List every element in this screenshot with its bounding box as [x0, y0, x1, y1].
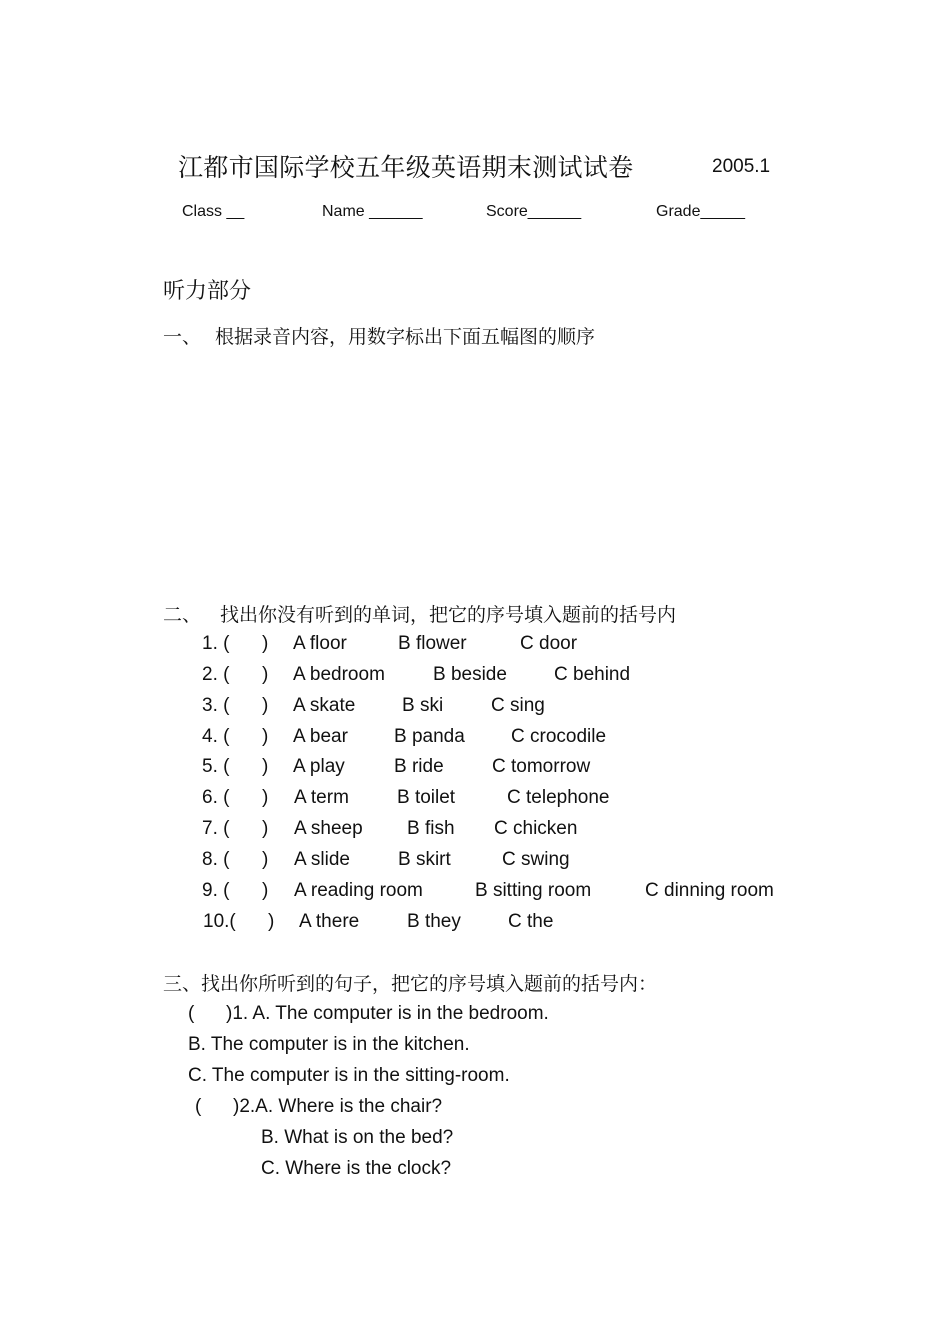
sentence-line: B. What is on the bed?: [261, 1127, 454, 1148]
item-option-c: C telephone: [507, 787, 610, 808]
item-option-c: C dinning room: [645, 880, 774, 901]
name-field: Name ______: [322, 203, 423, 220]
item-bracket-close: ): [262, 787, 269, 808]
sentence-line: C. Where is the clock?: [261, 1158, 452, 1179]
item-option-c: C the: [508, 911, 554, 932]
score-field: Score______: [486, 203, 582, 220]
item-option-b: B they: [407, 911, 461, 932]
item-option-c: C door: [520, 633, 578, 654]
item-option-a: A floor: [293, 633, 347, 654]
item-bracket-close: ): [262, 633, 269, 654]
item-option-a: A sheep: [294, 818, 363, 839]
sentence-line: C. The computer is in the sitting-room.: [188, 1065, 510, 1086]
item-option-c: C chicken: [494, 818, 578, 839]
item-bracket-close: ): [262, 756, 269, 777]
part3-instruction: 三、找出你所听到的句子，把它的序号填入题前的括号内：: [163, 973, 658, 995]
item-number: 2. (: [202, 664, 230, 685]
item-number: 1. (: [202, 633, 230, 654]
item-option-a: A reading room: [294, 880, 423, 901]
item-option-b: B sitting room: [475, 880, 592, 901]
item-option-b: B flower: [398, 633, 467, 654]
item-bracket-close: ): [262, 664, 269, 685]
part2-number: 二、: [163, 604, 202, 626]
item-number: 4. (: [202, 726, 230, 747]
item-option-a: A there: [299, 911, 360, 932]
item-option-a: A term: [294, 787, 349, 808]
exam-date: 2005.1: [712, 156, 771, 177]
sentence-line: ( )2.A. Where is the chair?: [195, 1096, 443, 1117]
item-number: 10.(: [203, 911, 236, 932]
item-option-a: A bedroom: [293, 664, 385, 685]
item-option-b: B fish: [407, 818, 455, 839]
sentence-line: ( )1. A. The computer is in the bedroom.: [188, 1003, 549, 1024]
item-number: 6. (: [202, 787, 230, 808]
item-option-b: B panda: [394, 726, 465, 747]
part1-instruction: 根据录音内容，用数字标出下面五幅图的顺序: [215, 326, 596, 348]
item-bracket-close: ): [262, 880, 269, 901]
item-bracket-close: ): [262, 695, 269, 716]
item-number: 5. (: [202, 756, 230, 777]
item-option-a: A slide: [294, 849, 350, 870]
item-number: 9. (: [202, 880, 230, 901]
item-option-c: C swing: [502, 849, 570, 870]
item-option-c: C tomorrow: [492, 756, 591, 777]
part1-number: 一、: [163, 326, 202, 348]
item-bracket-close: ): [262, 818, 269, 839]
item-number: 3. (: [202, 695, 230, 716]
sentence-line: B. The computer is in the kitchen.: [188, 1034, 470, 1055]
item-option-a: A skate: [293, 695, 356, 716]
item-option-a: A play: [293, 756, 345, 777]
item-option-b: B toilet: [397, 787, 456, 808]
grade-field: Grade_____: [656, 203, 745, 220]
item-bracket-close: ): [262, 726, 269, 747]
item-option-c: C sing: [491, 695, 545, 716]
class-field: Class __: [182, 203, 245, 220]
exam-title: 江都市国际学校五年级英语期末测试试卷: [178, 153, 634, 182]
section-title: 听力部分: [163, 279, 252, 304]
item-option-a: A bear: [293, 726, 348, 747]
item-bracket-close: ): [262, 849, 269, 870]
item-option-b: B ski: [402, 695, 444, 716]
item-option-b: B beside: [433, 664, 507, 685]
item-option-c: C crocodile: [511, 726, 607, 747]
item-number: 8. (: [202, 849, 230, 870]
item-number: 7. (: [202, 818, 230, 839]
item-option-b: B ride: [394, 756, 444, 777]
part2-instruction: 找出你没有听到的单词，把它的序号填入题前的括号内: [220, 604, 677, 626]
item-option-c: C behind: [554, 664, 631, 685]
item-option-b: B skirt: [398, 849, 451, 870]
item-bracket-close: ): [268, 911, 275, 932]
